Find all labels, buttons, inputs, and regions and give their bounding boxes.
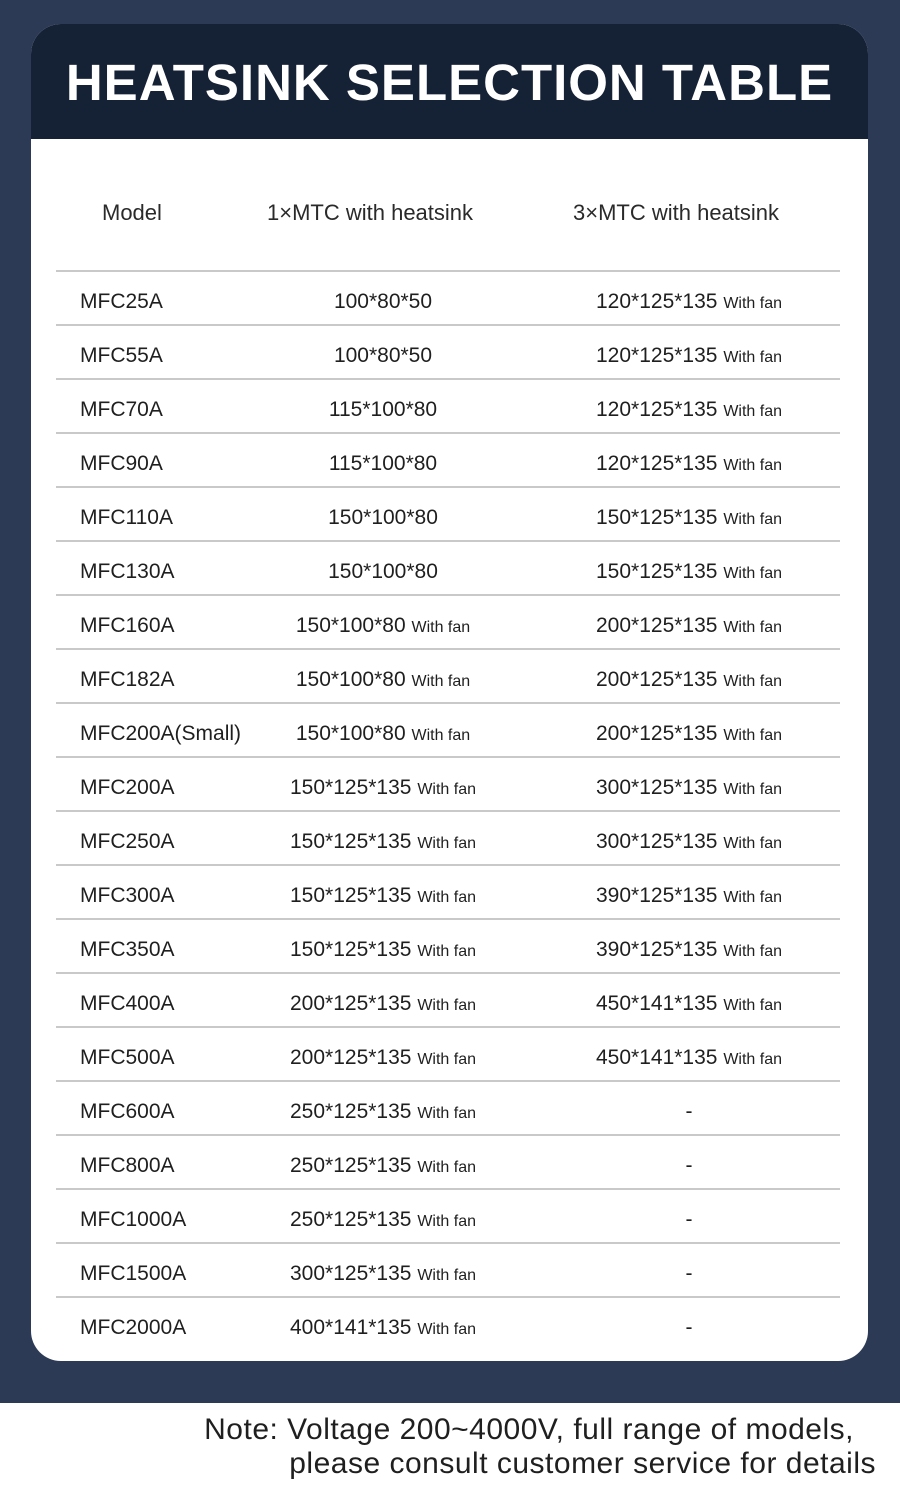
- table-row: [56, 1082, 840, 1136]
- mtc1-cell-value: 150*100*80: [295, 614, 406, 637]
- model-cell: [80, 1298, 186, 1350]
- model-cell-value: MFC90A: [80, 452, 163, 475]
- card-header: [31, 24, 868, 139]
- mtc3-cell: [539, 1298, 839, 1350]
- table-row: [56, 974, 840, 1028]
- mtc3-cell-value: 200*125*135: [596, 614, 718, 637]
- mtc3-cell-value: 390*125*135: [596, 938, 718, 961]
- mtc1-cell-fan-note: With fan: [417, 781, 476, 798]
- footer-note: [0, 1413, 876, 1481]
- mtc3-cell-value: -: [685, 1208, 693, 1231]
- model-cell: [80, 272, 163, 324]
- table-row: [56, 1028, 840, 1082]
- table-body: [56, 272, 840, 1350]
- table-row: [56, 488, 840, 542]
- mtc1-cell: [233, 1190, 533, 1242]
- mtc1-cell-fan-note: With fan: [411, 727, 471, 744]
- mtc3-cell: [539, 326, 839, 378]
- mtc1-cell: [233, 272, 533, 324]
- mtc1-cell-value: 150*125*135: [290, 830, 412, 853]
- mtc3-cell-value: 390*125*135: [596, 884, 718, 907]
- mtc1-cell: [233, 920, 533, 972]
- model-cell-value: MFC250A: [80, 830, 175, 853]
- table-row: [56, 1298, 840, 1350]
- mtc1-cell: [233, 380, 533, 432]
- mtc1-cell-fan-note: With fan: [417, 1267, 476, 1284]
- mtc1-cell-value: 200*125*135: [290, 992, 412, 1015]
- mtc3-cell: [539, 1244, 839, 1296]
- mtc3-cell: [539, 920, 839, 972]
- table-header: [56, 163, 840, 272]
- model-cell: [80, 488, 173, 540]
- mtc3-cell-value: 120*125*135: [596, 290, 718, 313]
- table-row: [56, 1190, 840, 1244]
- mtc3-cell: [539, 1190, 839, 1242]
- mtc1-cell-fan-note: With fan: [417, 835, 476, 852]
- table-row: [56, 434, 840, 488]
- mtc1-cell: [233, 1298, 533, 1350]
- page-title: HEATSINK SELECTION TABLE: [65, 54, 834, 111]
- mtc3-cell-value: -: [685, 1316, 693, 1339]
- model-cell-value: MFC200A(Small): [80, 722, 242, 745]
- mtc1-cell-fan-note: With fan: [417, 997, 476, 1014]
- mtc3-cell-fan-note: With fan: [723, 295, 782, 312]
- mtc3-cell-value: 120*125*135: [596, 398, 718, 421]
- model-cell: [80, 1136, 175, 1188]
- mtc3-cell-fan-note: With fan: [723, 619, 782, 636]
- model-cell-value: MFC2000A: [80, 1316, 187, 1339]
- mtc3-cell-value: 450*141*135: [596, 992, 718, 1015]
- mtc1-cell-fan-note: With fan: [417, 1051, 476, 1068]
- model-cell-value: MFC1000A: [80, 1208, 187, 1231]
- selection-card: [31, 24, 868, 1361]
- table-row: [56, 542, 840, 596]
- mtc1-cell: [233, 1082, 533, 1134]
- mtc1-cell: [233, 650, 533, 702]
- mtc3-cell-value: 300*125*135: [596, 776, 718, 799]
- mtc3-cell: [539, 812, 839, 864]
- model-cell-value: MFC400A: [80, 992, 175, 1015]
- mtc3-cell: [539, 704, 839, 756]
- model-cell-value: MFC110A: [80, 506, 173, 529]
- mtc1-cell-fan-note: With fan: [411, 673, 471, 690]
- mtc1-cell-fan-note: With fan: [417, 1159, 476, 1176]
- mtc3-cell: [539, 650, 839, 702]
- mtc1-cell-value: 150*100*80: [328, 560, 438, 583]
- mtc3-cell-fan-note: With fan: [723, 1051, 782, 1068]
- mtc1-cell-value: 100*80*50: [333, 344, 433, 367]
- mtc1-cell-value: 150*100*80: [328, 506, 438, 529]
- mtc1-cell: [233, 1244, 533, 1296]
- mtc3-cell-value: 200*125*135: [596, 668, 718, 691]
- mtc3-cell-fan-note: With fan: [723, 403, 782, 420]
- table-row: [56, 596, 840, 650]
- table-row: [56, 758, 840, 812]
- mtc1-cell-value: 100*80*50: [333, 290, 433, 313]
- model-cell-value: MFC1500A: [80, 1262, 187, 1285]
- mtc1-cell-fan-note: With fan: [411, 619, 471, 636]
- model-cell-value: MFC300A: [80, 884, 175, 907]
- mtc1-cell: [233, 434, 533, 486]
- mtc1-cell-fan-note: With fan: [417, 1105, 476, 1122]
- mtc1-cell-value: 250*125*135: [290, 1100, 412, 1123]
- mtc3-cell-value: 120*125*135: [596, 452, 718, 475]
- mtc3-cell-fan-note: With fan: [723, 943, 782, 960]
- mtc3-cell: [539, 542, 839, 594]
- mtc3-cell: [539, 758, 839, 810]
- model-cell: [80, 380, 163, 432]
- model-cell: [80, 1082, 175, 1134]
- model-cell: [80, 596, 175, 648]
- mtc3-cell: [539, 1136, 839, 1188]
- model-cell-value: MFC55A: [80, 344, 163, 367]
- mtc3-cell-fan-note: With fan: [723, 727, 782, 744]
- mtc1-cell-value: 115*100*80: [328, 452, 438, 475]
- model-cell: [80, 434, 163, 486]
- note-line-1: Note: Voltage 200~4000V, full range of models,: [204, 1413, 854, 1446]
- mtc3-cell: [539, 1082, 839, 1134]
- mtc1-cell-fan-note: With fan: [417, 889, 476, 906]
- mtc1-cell-value: 200*125*135: [290, 1046, 412, 1069]
- mtc1-cell-value: 150*125*135: [290, 776, 412, 799]
- model-cell: [80, 812, 175, 864]
- mtc3-cell-value: 300*125*135: [596, 830, 718, 853]
- model-cell-value: MFC600A: [80, 1100, 175, 1123]
- mtc3-cell: [539, 434, 839, 486]
- table-row: [56, 272, 840, 326]
- mtc3-cell-fan-note: With fan: [723, 997, 782, 1014]
- model-cell-value: MFC200A: [80, 776, 175, 799]
- mtc3-cell-value: 150*125*135: [596, 560, 718, 583]
- table-row: [56, 650, 840, 704]
- mtc3-cell-value: -: [685, 1100, 693, 1123]
- mtc1-cell-value: 150*100*80: [295, 722, 406, 745]
- mtc1-cell-fan-note: With fan: [417, 1321, 476, 1338]
- mtc1-cell: [233, 542, 533, 594]
- mtc1-cell-fan-note: With fan: [417, 1213, 476, 1230]
- mtc3-cell-fan-note: With fan: [723, 349, 782, 366]
- mtc1-cell-value: 300*125*135: [290, 1262, 412, 1285]
- mtc3-cell-value: 150*125*135: [596, 506, 718, 529]
- mtc3-cell-fan-note: With fan: [723, 889, 782, 906]
- mtc1-cell: [233, 326, 533, 378]
- mtc1-cell-value: 400*141*135: [290, 1316, 412, 1339]
- mtc3-cell-value: 450*141*135: [596, 1046, 718, 1069]
- mtc3-cell-value: -: [685, 1154, 693, 1177]
- mtc3-cell: [539, 272, 839, 324]
- model-cell: [80, 1190, 186, 1242]
- model-cell-value: MFC350A: [80, 938, 175, 961]
- table-row: [56, 1136, 840, 1190]
- table-row: [56, 812, 840, 866]
- mtc1-cell: [233, 866, 533, 918]
- mtc3-cell: [539, 1028, 839, 1080]
- column-header-1mtc: 1×MTC with heatsink: [267, 200, 474, 225]
- model-cell: [80, 1244, 186, 1296]
- mtc1-cell-value: 250*125*135: [290, 1154, 412, 1177]
- mtc3-cell-fan-note: With fan: [723, 457, 782, 474]
- table-row: [56, 380, 840, 434]
- mtc3-cell-fan-note: With fan: [723, 511, 782, 528]
- table-row: [56, 704, 840, 758]
- column-header-model: Model: [102, 200, 162, 225]
- mtc1-cell: [233, 488, 533, 540]
- mtc1-cell: [233, 1028, 533, 1080]
- model-cell-value: MFC160A: [80, 614, 175, 637]
- model-cell: [80, 704, 241, 756]
- model-cell: [80, 758, 175, 810]
- mtc3-cell-fan-note: With fan: [723, 781, 782, 798]
- mtc1-cell-value: 115*100*80: [328, 398, 438, 421]
- mtc3-cell: [539, 866, 839, 918]
- mtc1-cell: [233, 596, 533, 648]
- model-cell: [80, 974, 175, 1026]
- mtc1-cell: [233, 704, 533, 756]
- note-line-2: please consult customer service for details: [289, 1447, 876, 1480]
- mtc1-cell: [233, 1136, 533, 1188]
- model-cell-value: MFC25A: [80, 290, 163, 313]
- mtc3-cell: [539, 380, 839, 432]
- mtc3-cell-value: 120*125*135: [596, 344, 718, 367]
- mtc1-cell-fan-note: With fan: [417, 943, 476, 960]
- model-cell: [80, 866, 175, 918]
- model-cell-value: MFC70A: [80, 398, 163, 421]
- mtc3-cell: [539, 488, 839, 540]
- model-cell: [80, 650, 175, 702]
- mtc1-cell-value: 250*125*135: [290, 1208, 412, 1231]
- heatsink-table: [56, 163, 840, 1350]
- model-cell-value: MFC500A: [80, 1046, 175, 1069]
- model-cell-value: MFC800A: [80, 1154, 175, 1177]
- mtc3-cell-value: 200*125*135: [596, 722, 718, 745]
- mtc1-cell: [233, 812, 533, 864]
- model-cell: [80, 1028, 175, 1080]
- table-row: [56, 920, 840, 974]
- table-row: [56, 326, 840, 380]
- table-row: [56, 1244, 840, 1298]
- mtc1-cell: [233, 758, 533, 810]
- mtc3-cell: [539, 596, 839, 648]
- model-cell-value: MFC182A: [80, 668, 175, 691]
- model-cell: [80, 542, 175, 594]
- model-cell-value: MFC130A: [80, 560, 175, 583]
- mtc1-cell: [233, 974, 533, 1026]
- mtc1-cell-value: 150*100*80: [295, 668, 406, 691]
- column-header-3mtc: 3×MTC with heatsink: [573, 200, 780, 225]
- mtc3-cell: [539, 974, 839, 1026]
- mtc3-cell-fan-note: With fan: [723, 835, 782, 852]
- mtc3-cell-value: -: [685, 1262, 693, 1285]
- mtc3-cell-fan-note: With fan: [723, 673, 782, 690]
- model-cell: [80, 920, 175, 972]
- table-row: [56, 866, 840, 920]
- mtc1-cell-value: 150*125*135: [290, 938, 412, 961]
- mtc1-cell-value: 150*125*135: [290, 884, 412, 907]
- mtc3-cell-fan-note: With fan: [723, 565, 782, 582]
- model-cell: [80, 326, 163, 378]
